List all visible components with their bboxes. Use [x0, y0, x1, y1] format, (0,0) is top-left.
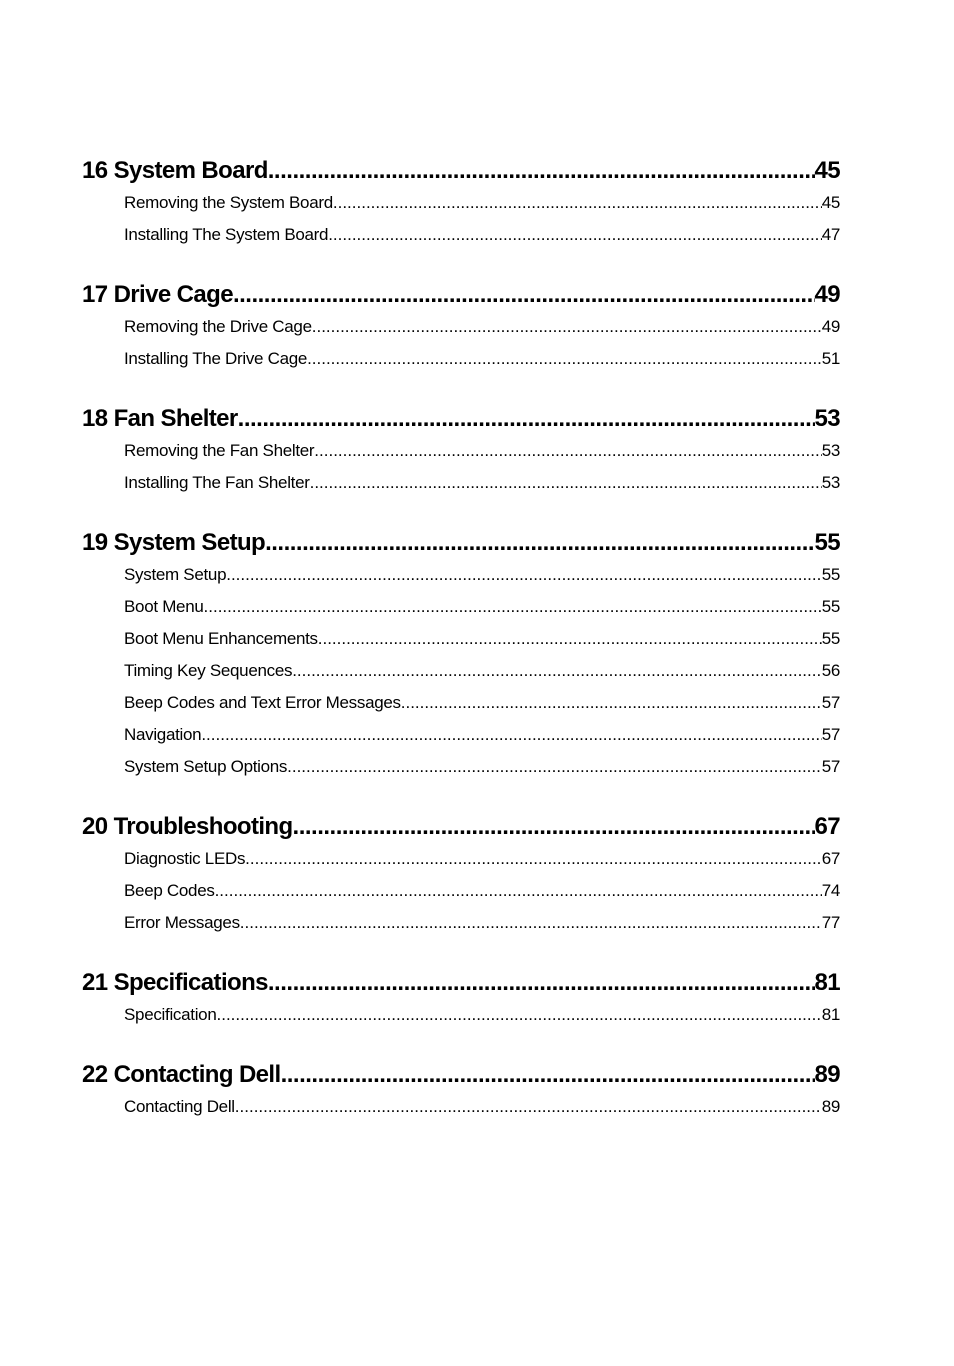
section-title: Navigation: [124, 725, 202, 744]
section-page-number: 67: [821, 849, 840, 868]
section-title: Beep Codes: [124, 881, 215, 900]
section-entry[interactable]: [124, 565, 840, 597]
section-title: Diagnostic LEDs: [124, 849, 246, 868]
dot-leader: [310, 473, 822, 493]
dot-leader: [318, 629, 822, 649]
section-entry[interactable]: [124, 725, 840, 757]
chapter-entry[interactable]: [82, 405, 840, 441]
section-title: Error Messages: [124, 913, 240, 932]
section-entry[interactable]: [124, 849, 840, 881]
table-of-contents: [82, 157, 840, 1153]
dot-leader: [401, 693, 822, 713]
section-title: Boot Menu Enhancements: [124, 629, 318, 648]
section-page-number: 45: [821, 193, 840, 212]
chapter-19: [82, 529, 840, 789]
section-title: Boot Menu: [124, 597, 204, 616]
dot-leader: [307, 349, 822, 369]
dot-leader: [204, 597, 822, 617]
chapter-page-number: 81: [814, 969, 840, 996]
section-page-number: 47: [821, 225, 840, 244]
chapter-title: 19 System Setup: [82, 529, 266, 556]
dot-leader: [328, 225, 821, 245]
dot-leader: [333, 193, 822, 213]
chapter-21: [82, 969, 840, 1037]
dot-leader: [268, 157, 815, 185]
section-page-number: 55: [821, 629, 840, 648]
section-title: Contacting Dell: [124, 1097, 235, 1116]
dot-leader: [293, 813, 815, 841]
section-page-number: 49: [821, 317, 840, 336]
section-page-number: 77: [821, 913, 840, 932]
section-title: System Setup: [124, 565, 227, 584]
section-page-number: 57: [821, 757, 840, 776]
dot-leader: [217, 1005, 822, 1025]
dot-leader: [314, 441, 821, 461]
dot-leader: [281, 1061, 815, 1089]
chapter-title: 21 Specifications: [82, 969, 268, 996]
section-page-number: 55: [821, 565, 840, 584]
chapter-17: [82, 281, 840, 381]
section-title: Specification: [124, 1005, 217, 1024]
section-page-number: 57: [821, 693, 840, 712]
chapter-20: [82, 813, 840, 945]
chapter-page-number: 49: [814, 281, 840, 308]
chapter-18: [82, 405, 840, 505]
section-entry[interactable]: [124, 441, 840, 473]
section-page-number: 81: [821, 1005, 840, 1024]
chapter-entry[interactable]: [82, 813, 840, 849]
section-entry[interactable]: [124, 693, 840, 725]
section-entry[interactable]: [124, 881, 840, 913]
section-title: Installing The Drive Cage: [124, 349, 308, 368]
dot-leader: [287, 757, 822, 777]
dot-leader: [201, 725, 821, 745]
chapter-page-number: 53: [814, 405, 840, 432]
chapter-title: 18 Fan Shelter: [82, 405, 238, 432]
dot-leader: [235, 1097, 822, 1117]
section-page-number: 53: [821, 473, 840, 492]
chapter-title: 16 System Board: [82, 157, 268, 184]
dot-leader: [245, 849, 822, 869]
dot-leader: [233, 281, 815, 309]
section-page-number: 56: [821, 661, 840, 680]
section-title: Installing The System Board: [124, 225, 329, 244]
chapter-page-number: 55: [814, 529, 840, 556]
section-entry[interactable]: [124, 913, 840, 945]
section-title: Removing the Drive Cage: [124, 317, 312, 336]
chapter-entry[interactable]: [82, 281, 840, 317]
section-entry[interactable]: [124, 757, 840, 789]
chapter-page-number: 89: [814, 1061, 840, 1088]
chapter-entry[interactable]: [82, 529, 840, 565]
section-title: Timing Key Sequences: [124, 661, 293, 680]
dot-leader: [226, 565, 821, 585]
section-entry[interactable]: [124, 661, 840, 693]
section-page-number: 51: [821, 349, 840, 368]
section-title: Installing The Fan Shelter: [124, 473, 310, 492]
section-entry[interactable]: [124, 225, 840, 257]
section-entry[interactable]: [124, 193, 840, 225]
section-entry[interactable]: [124, 349, 840, 381]
section-title: Removing the System Board: [124, 193, 333, 212]
section-entry[interactable]: [124, 473, 840, 505]
section-title: System Setup Options: [124, 757, 288, 776]
dot-leader: [238, 405, 815, 433]
chapter-page-number: 45: [814, 157, 840, 184]
section-entry[interactable]: [124, 1097, 840, 1129]
chapter-page-number: 67: [814, 813, 840, 840]
chapter-title: 22 Contacting Dell: [82, 1061, 281, 1088]
dot-leader: [312, 317, 822, 337]
dot-leader: [215, 881, 822, 901]
section-title: Removing the Fan Shelter: [124, 441, 315, 460]
dot-leader: [292, 661, 822, 681]
chapter-22: [82, 1061, 840, 1129]
section-entry[interactable]: [124, 597, 840, 629]
chapter-title: 17 Drive Cage: [82, 281, 233, 308]
dot-leader: [265, 529, 814, 557]
chapter-entry[interactable]: [82, 969, 840, 1005]
dot-leader: [268, 969, 815, 997]
chapter-entry[interactable]: [82, 1061, 840, 1097]
chapter-entry[interactable]: [82, 157, 840, 193]
section-entry[interactable]: [124, 1005, 840, 1037]
chapter-16: [82, 157, 840, 257]
chapter-title: 20 Troubleshooting: [82, 813, 293, 840]
section-page-number: 53: [821, 441, 840, 460]
section-page-number: 89: [821, 1097, 840, 1116]
dot-leader: [240, 913, 822, 933]
section-title: Beep Codes and Text Error Messages: [124, 693, 401, 712]
section-entry[interactable]: [124, 317, 840, 349]
section-page-number: 57: [821, 725, 840, 744]
section-page-number: 55: [821, 597, 840, 616]
section-page-number: 74: [821, 881, 840, 900]
section-entry[interactable]: [124, 629, 840, 661]
